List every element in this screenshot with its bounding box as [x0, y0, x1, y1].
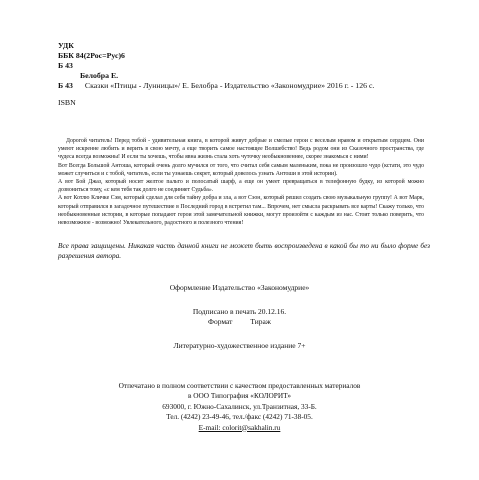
printer-phone: Тел. (4242) 23-49-46, тел./факс (4242) 71-38-05. [166, 412, 313, 422]
printer-line-1: Отпечатано в полном соответствии с качеством предоставленных материалов [118, 381, 361, 390]
publisher-line: Оформление Издательство «Закономудрие» [169, 283, 310, 292]
annotation-paragraph: А вот Котлю Кличке Сэм, который сделал для себя тайну добра и зла, а вот Сэон, который решил создать свою музыкальную группу! А вот Марк, который отправился в загадочное путешествие в Последний город в встретил там... Впрочем, нет смысла раскрывать все карты! Скажу только, что необыкновенные истории, в которые попадают герои этой замечательной книжки, могут произойти с каждым из нас. Стоит только поверить, что невозможное - возможно! Увлекательного, радостного и полезного чтения! [58, 195, 424, 227]
print-run-label: Тираж [250, 317, 271, 326]
annotation-text [58, 137, 424, 227]
annotation-paragraph: Дорогой читатель! Перед тобой - удивительная книга, в которой живут добрые и смелые герои с веселым нравом и открытым сердцем. Они умеют искренне любить и верить в свою мечту, а еще творить самое настоящее Волшебство! Ведь родом они из Сказочного пространства, где чудеса всегда возможны! И если ты хочешь, чтобы явна жизнь стала хоть чуточку необыкновеннее, скорее знакомься с ними! [58, 138, 424, 161]
bbk-code: ББК 84(2Рос=Рус)6 [58, 51, 125, 60]
printer-line-2: в ООО Типография «КОЛОРИТ» [187, 391, 292, 401]
bibliographic-description [58, 81, 458, 91]
edition-line: Литературно-художественное издание 7+ [173, 341, 306, 350]
printer-address: 693000, г. Южно-Сахалинск, ул.Транзитная, 33-Б. [162, 401, 317, 411]
author-mark-first: Б 43 [58, 61, 73, 70]
printer-block [0, 381, 479, 433]
book-description: Сказки «Птицы - Лунницы»/ Е. Белобра - Издательство «Закономудрие» 2016 г. - 126 с. [84, 81, 375, 90]
udk-code: УДК [58, 41, 74, 50]
isbn-label: ISBN [58, 98, 76, 107]
author-mark-second: Б 43 [58, 81, 73, 90]
format-label: Формат [208, 317, 233, 326]
annotation-paragraph: Вот Всегда Большой Антоша, который очень долго мучился от того, что считал себя самым маленьким, пока не произошло чудо (кстати, это чудо может случиться и с тобой, читатель, если ты узнаешь секрет, который довелось узнать Антоши в этой истории). [58, 162, 424, 177]
annotation-paragraph: А вот Бой Джаз, который носит желтое пальто и полосатый шарф, а еще он умеет превращаться в телефонную будку, из которой можно дозвониться тому, «с кем тебя так долго не соединяет Судьба». [58, 179, 424, 194]
format-line [0, 317, 479, 327]
copyright-notice: Все права защищены. Никакая часть данной книги не может быть воспроизведена в какой бы то ни было форме без разрешения автора. [58, 241, 430, 260]
author-name: Белобра Е. [80, 71, 119, 80]
signed-to-print: Подписано в печать 20.12.16. [192, 307, 287, 316]
printer-email-link[interactable]: E-mail: colorit@sakhalin.ru [198, 422, 281, 432]
bibliographic-block [58, 41, 458, 91]
